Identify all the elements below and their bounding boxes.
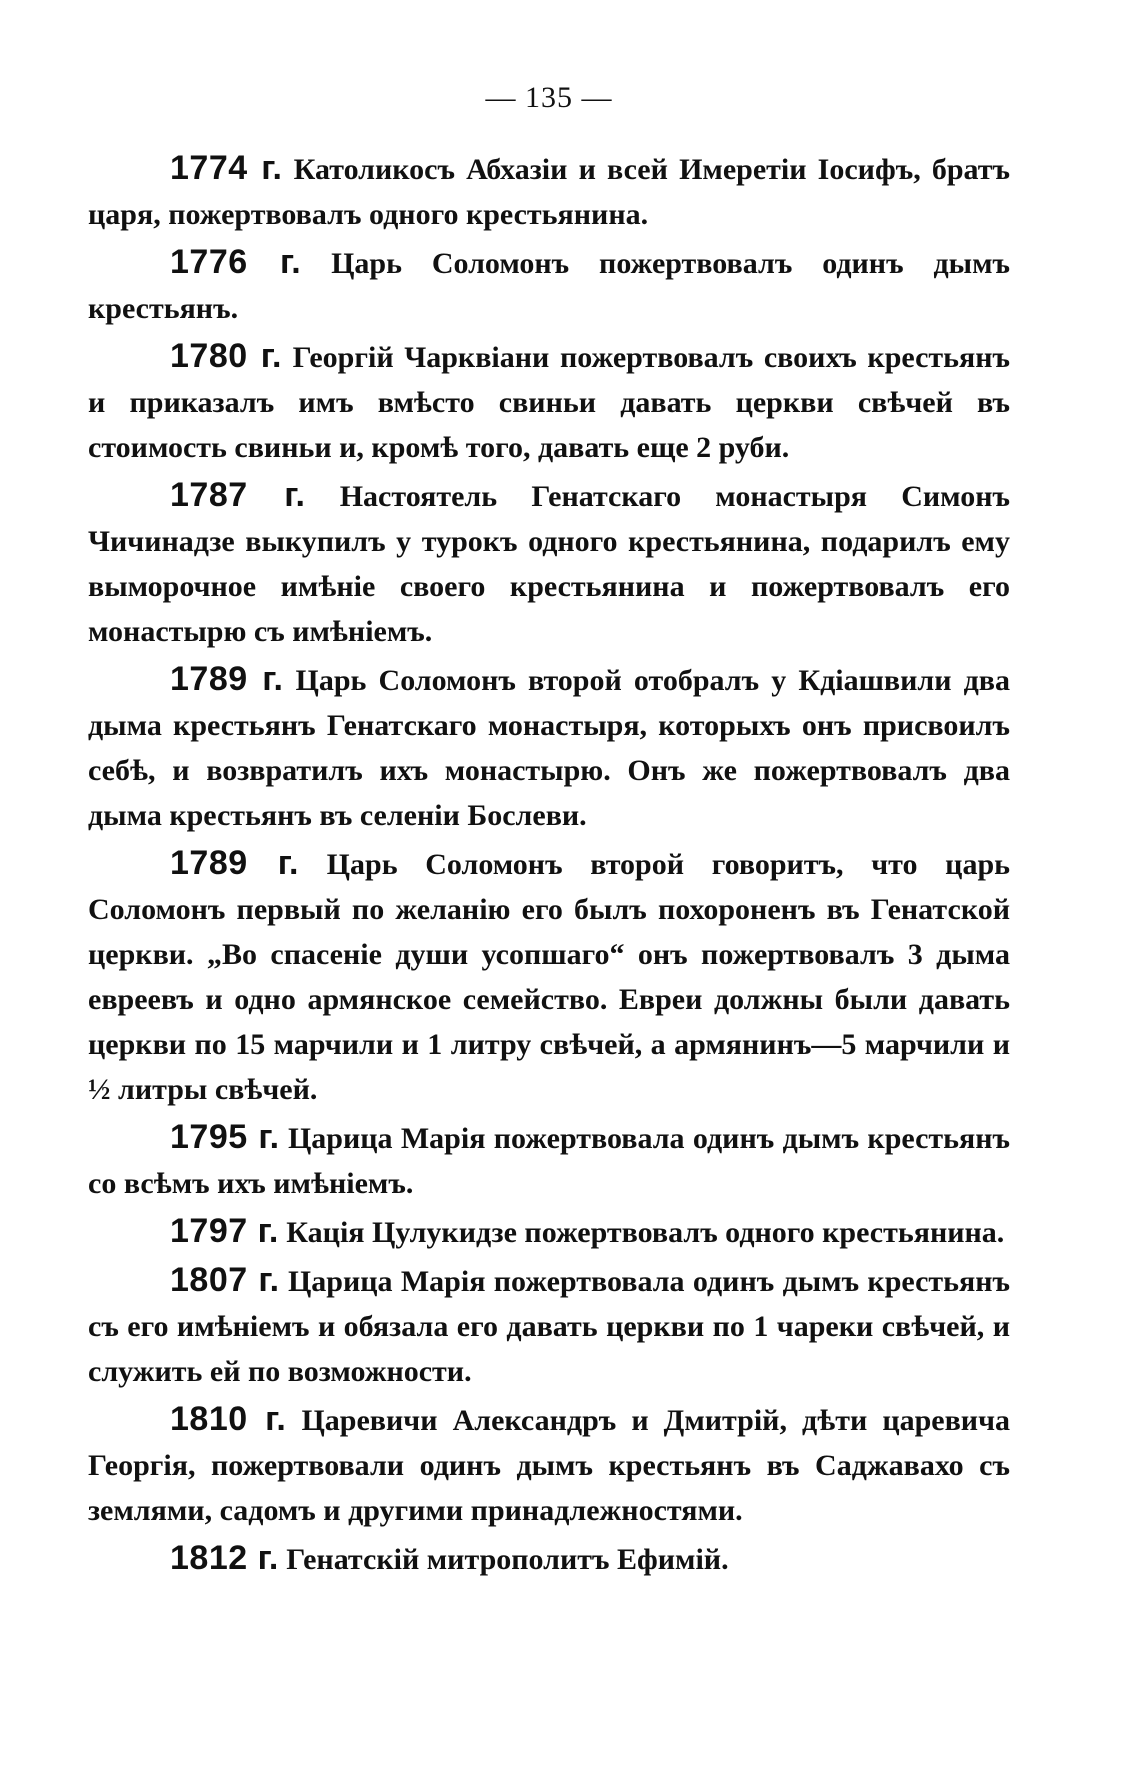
entry-year: 1795 г. (170, 1118, 280, 1156)
entry-text: Царь Соломонъ пожертвовалъ одинъ дымъ крестьянъ. (88, 247, 1010, 325)
entry-1774 (88, 146, 1010, 237)
entry-text: Кація Цулукидзе пожертвовалъ одного крестьянина. (286, 1216, 1005, 1249)
entry-year: 1789 г. (170, 660, 284, 698)
entry-year: 1797 г. (170, 1212, 279, 1250)
entry-text: Царь Соломонъ второй говоритъ, что царь Соломонъ первый по желанію его былъ похороненъ въ Генатской церкви. „Во спасеніе души усопшаго“ онъ пожертвовалъ 3 дыма евреевъ и одно армянское семейство. Евреи должны были давать церкви по 15 марчили и 1 литру свѣчей, а армянинъ—5 марчили и ½ литры свѣчей. (88, 848, 1010, 1106)
entry-1797 (88, 1209, 1010, 1255)
document-page (88, 72, 1010, 1585)
entry-year: 1810 г. (170, 1400, 287, 1438)
entry-1789-a (88, 657, 1010, 838)
entry-year: 1812 г. (170, 1539, 279, 1577)
entry-text: Георгій Чарквіани пожертвовалъ своихъ крестьянъ и приказалъ имъ вмѣсто свиньи давать церкви свѣчей въ стоимость свиньи и, кромѣ того, давать еще 2 руби. (88, 341, 1010, 464)
entry-year: 1787 г. (170, 476, 306, 514)
entry-1789-b (88, 841, 1010, 1112)
entry-text: Генатскій митрополитъ Ефимій. (286, 1543, 729, 1576)
entry-text: Настоятель Генатскаго монастыря Симонъ Чичинадзе выкупилъ у турокъ одного крестьянина, подарилъ ему выморочное имѣніе своего крестьянина и пожертвовалъ его монастырю съ имѣніемъ. (88, 480, 1010, 648)
entry-1776 (88, 240, 1010, 331)
entry-text: Католикосъ Абхазіи и всей Имеретіи Іосифъ, братъ царя, пожертвовалъ одного крестьянина. (88, 153, 1010, 231)
entry-1810 (88, 1397, 1010, 1533)
entry-1787 (88, 473, 1010, 654)
entry-text: Царевичи Александръ и Дмитрій, дѣти царевича Георгія, пожертвовали одинъ дымъ крестьянъ въ Саджавахо съ землями, садомъ и другими принадлежностями. (88, 1404, 1011, 1527)
entry-1780 (88, 334, 1010, 470)
entry-1795 (88, 1115, 1010, 1206)
entry-1812 (88, 1536, 1010, 1582)
entry-year: 1776 г. (170, 243, 302, 281)
entry-text: Царица Марія пожертвовала одинъ дымъ крестьянъ съ его имѣніемъ и обязала его давать церкви по 1 чареки свѣчей, и служить ей по возможности. (88, 1265, 1010, 1388)
entry-year: 1789 г. (170, 844, 299, 882)
entry-text: Царь Соломонъ второй отобралъ у Кдіашвили два дыма крестьянъ Генатскаго монастыря, которыхъ онъ присвоилъ себѣ, и возвратилъ ихъ монастырю. Онъ же пожертвовалъ два дыма крестьянъ въ селеніи Бослеви. (88, 664, 1010, 832)
entry-year: 1807 г. (170, 1261, 280, 1299)
entry-1807 (88, 1258, 1010, 1394)
entry-text: Царица Марія пожертвовала одинъ дымъ крестьянъ со всѣмъ ихъ имѣніемъ. (88, 1122, 1010, 1200)
entry-year: 1780 г. (170, 337, 282, 375)
page-number: — 135 — (485, 81, 613, 114)
entry-year: 1774 г. (170, 149, 283, 187)
